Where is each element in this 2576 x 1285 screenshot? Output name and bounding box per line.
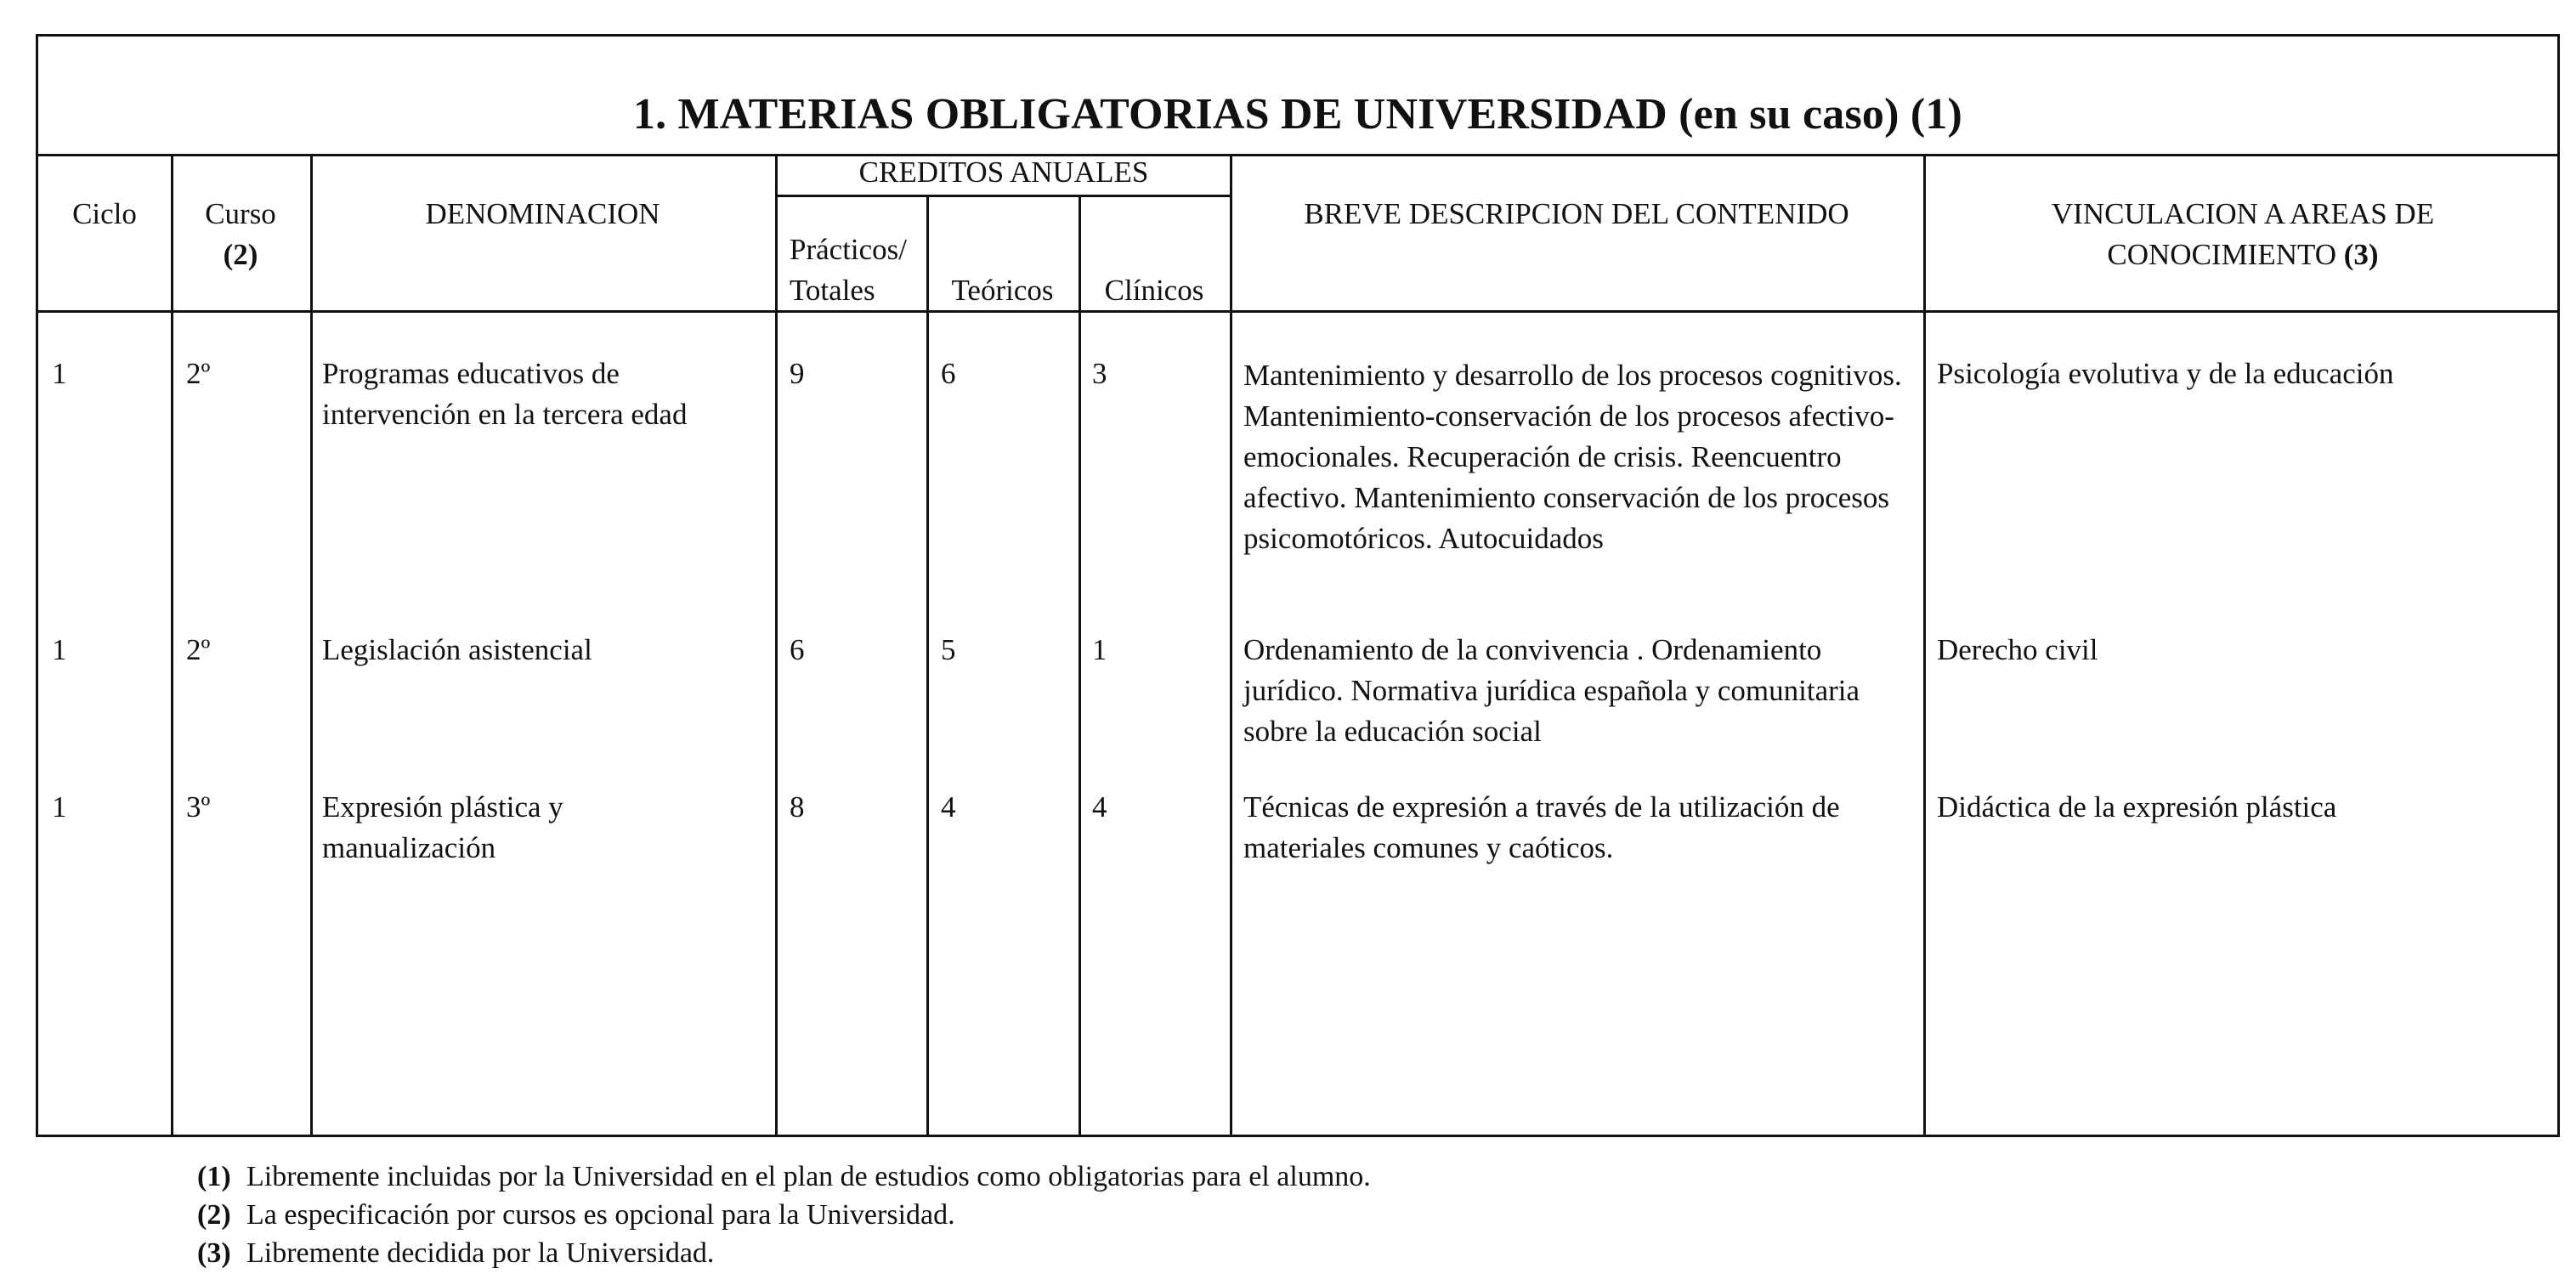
footnote-text: Libremente incluidas por la Universidad en el plan de estudios como obligatorias para el alumno.	[246, 1161, 1371, 1192]
footnote-text: Libremente decidida por la Universidad.	[246, 1237, 715, 1269]
row3-denominacion: Expresión plástica y manualización	[322, 790, 563, 864]
row2-teoricos: 5	[941, 633, 956, 666]
footnote-number: (1)	[197, 1161, 231, 1192]
footnote-number: (2)	[197, 1199, 231, 1231]
row1-denominacion: Programas educativos de intervención en la tercera edad	[322, 357, 688, 431]
header-curso-note: (2)	[223, 238, 258, 271]
header-creditos-anuales: CREDITOS ANUALES	[858, 156, 1149, 189]
row3-vinculacion: Didáctica de la expresión plástica	[1937, 790, 2337, 824]
row3-ciclo: 1	[52, 790, 67, 824]
header-practicos-totales	[790, 229, 926, 311]
row3-descripcion: Técnicas de expresión a través de la utilización de materiales comunes y caóticos.	[1243, 790, 1840, 864]
column-divider	[1079, 195, 1081, 1135]
row3-teoricos: 4	[941, 790, 956, 824]
row1-vinculacion: Psicología evolutiva y de la educación	[1937, 357, 2394, 390]
row2-denominacion: Legislación asistencial	[322, 633, 592, 666]
credits-group-divider	[775, 195, 1232, 197]
header-vinculacion	[1923, 194, 2562, 275]
row1-practicos-totales: 9	[790, 357, 805, 390]
header-curso	[171, 194, 310, 275]
header-clinicos: Clínicos	[1104, 274, 1204, 307]
header-vinculacion-line2: CONOCIMIENTO (3)	[2107, 238, 2379, 271]
header-practicos-label: Prácticos/	[790, 233, 908, 266]
row1-teoricos: 6	[941, 357, 956, 390]
row2-clinicos: 1	[1092, 633, 1107, 666]
footnote-number: (3)	[197, 1237, 231, 1269]
row2-ciclo: 1	[52, 633, 67, 666]
header-denominacion: DENOMINACION	[425, 197, 660, 230]
footnote-text: La especificación por cursos es opcional para la Universidad.	[246, 1199, 955, 1231]
table-title-row	[38, 37, 2557, 156]
column-divider	[171, 154, 173, 1135]
header-totales-label: Totales	[790, 274, 875, 307]
subjects-table	[36, 34, 2560, 1137]
column-divider	[926, 195, 929, 1135]
header-curso-label: Curso	[205, 197, 276, 230]
row3-curso: 3º	[186, 790, 211, 824]
header-descripcion: BREVE DESCRIPCION DEL CONTENIDO	[1304, 197, 1849, 230]
row2-curso: 2º	[186, 633, 211, 666]
column-divider	[310, 154, 313, 1135]
row2-descripcion: Ordenamiento de la convivencia . Ordenamiento jurídico. Normativa jurídica española y comunitaria sobre la educación social	[1243, 633, 1860, 748]
row1-descripcion: Mantenimiento y desarrollo de los procesos cognitivos. Mantenimiento-conservación de los procesos afectivo-emocionales. Recuperación de crisis. Reencuentro afectivo. Mantenimiento conservación de los procesos psicomotóricos. Autocuidados	[1243, 359, 1902, 555]
row1-ciclo: 1	[52, 357, 67, 390]
row1-clinicos: 3	[1092, 357, 1107, 390]
header-vinculacion-line1: VINCULACION A AREAS DE	[2051, 197, 2435, 230]
table-title: 1. MATERIAS OBLIGATORIAS DE UNIVERSIDAD (en su caso) (1)	[632, 89, 1963, 139]
header-bottom-divider	[38, 310, 2557, 313]
row3-practicos-totales: 8	[790, 790, 805, 824]
row2-practicos-totales: 6	[790, 633, 805, 666]
footnote	[197, 1235, 714, 1272]
footnote	[197, 1158, 1371, 1196]
header-teoricos: Teóricos	[951, 274, 1054, 307]
header-ciclo: Ciclo	[72, 197, 137, 230]
row3-clinicos: 4	[1092, 790, 1107, 824]
row1-curso: 2º	[186, 357, 211, 390]
column-divider	[1923, 154, 1926, 1135]
column-divider	[1230, 154, 1232, 1135]
footnote	[197, 1197, 955, 1234]
row2-vinculacion: Derecho civil	[1937, 633, 2098, 666]
column-divider	[775, 154, 778, 1135]
